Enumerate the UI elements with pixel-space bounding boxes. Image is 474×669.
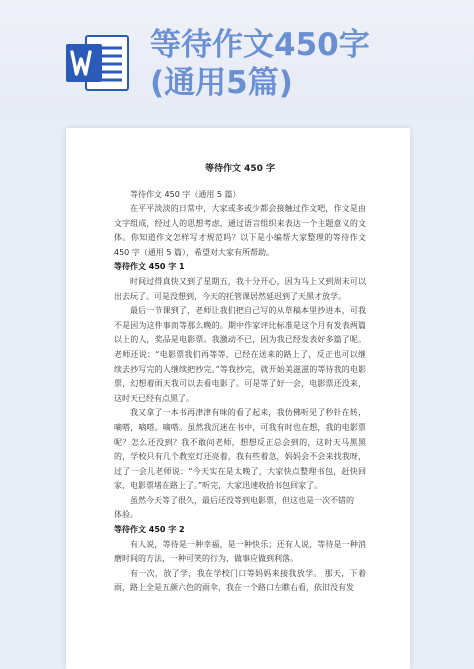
section-title-1: 等待作文 450 字 1: [114, 262, 185, 272]
paragraph-tail: 体验。: [114, 510, 138, 520]
paragraph: 时间过得真快又到了星期五，我十分开心，因为马上又到周末可以出去玩了。可是没想到，今天的托管课居然延迟到了天黑才放学。: [114, 276, 366, 301]
paragraph: 有一次，放了学，我在学校门口等妈妈来接我放学。 那天，下着雨，路上全是五颜六色的雨伞，我在一个路口左瞧右看，依旧没有发: [114, 568, 366, 593]
paragraph: 有人说，等待是一种幸福，是一种快乐；还有人说，等待是一种消磨时间的方法，一种可笑的行为，做事应做到利落。: [114, 539, 366, 564]
section-title-2: 等待作文 450 字 2: [114, 525, 185, 535]
document-page: [66, 128, 410, 669]
paragraph: 最后一节课到了，老师让我们把自己写的从草稿本里抄进本，可我不是因为这件事而等那么晚的。期中作家评比标准是这个月有发表两篇以上的人，奖品是电影票。我激动不已，因为我已经发表好多篇了呢。老师还说：“电影票我们再等等，已经在送来的路上了，反正也可以继续去抄写完的人继续把抄完。”等我抄完，就开始美滋滋的等待我的电影票，幻想着雨天我可以去看电影了。可是等了好一会，电影票还没来，这时天已经有点黑了。: [114, 306, 366, 403]
paragraph: 我又拿了一本书再津津有味的看了起来，我仿佛听见了秒针在转，嘀嗒，嘀嗒。嘀嗒。虽然我沉迷在书中，可我有时也在想，我的电影票呢？怎么还没到？我不敢问老师，想想反正总会到的，这时天马黑黑的，学校只有几个教室灯还亮着，我有些着急，妈妈会不会来找我呀，过了一会儿老师说：“今天实在是太晚了，大家快点整理书包，赶快回家，电影票堵在路上了。”听完，大家迅速收拾书包回家了。: [114, 408, 366, 491]
word-doc-icon: [64, 32, 130, 94]
doc-subtitle: 等待作文 450 字（通用 5 篇）: [130, 190, 241, 199]
document-title: [150, 26, 370, 102]
intro-paragraph: 在平平淡淡的日常中，大家或多或少都会接触过作文吧，作文是由文字组成，经过人的思想考虑，通过语言组织来表达一个主题意义的文体。你知道作文怎样写才规范吗？以下是小编帮大家整理的等待作文 450 字（通用 5 篇），希望对大家有所帮助。: [114, 204, 366, 257]
page-heading: 等待作文 450 字: [204, 164, 276, 174]
document-title-line2: (通用5篇): [150, 65, 293, 101]
header-banner: [0, 0, 474, 120]
paragraph: 虽然今天等了很久，最后还没等到电影票，但这也是一次不错的: [130, 495, 354, 505]
document-title-line1: 等待作文450字: [150, 27, 370, 63]
document-body: [114, 162, 366, 596]
